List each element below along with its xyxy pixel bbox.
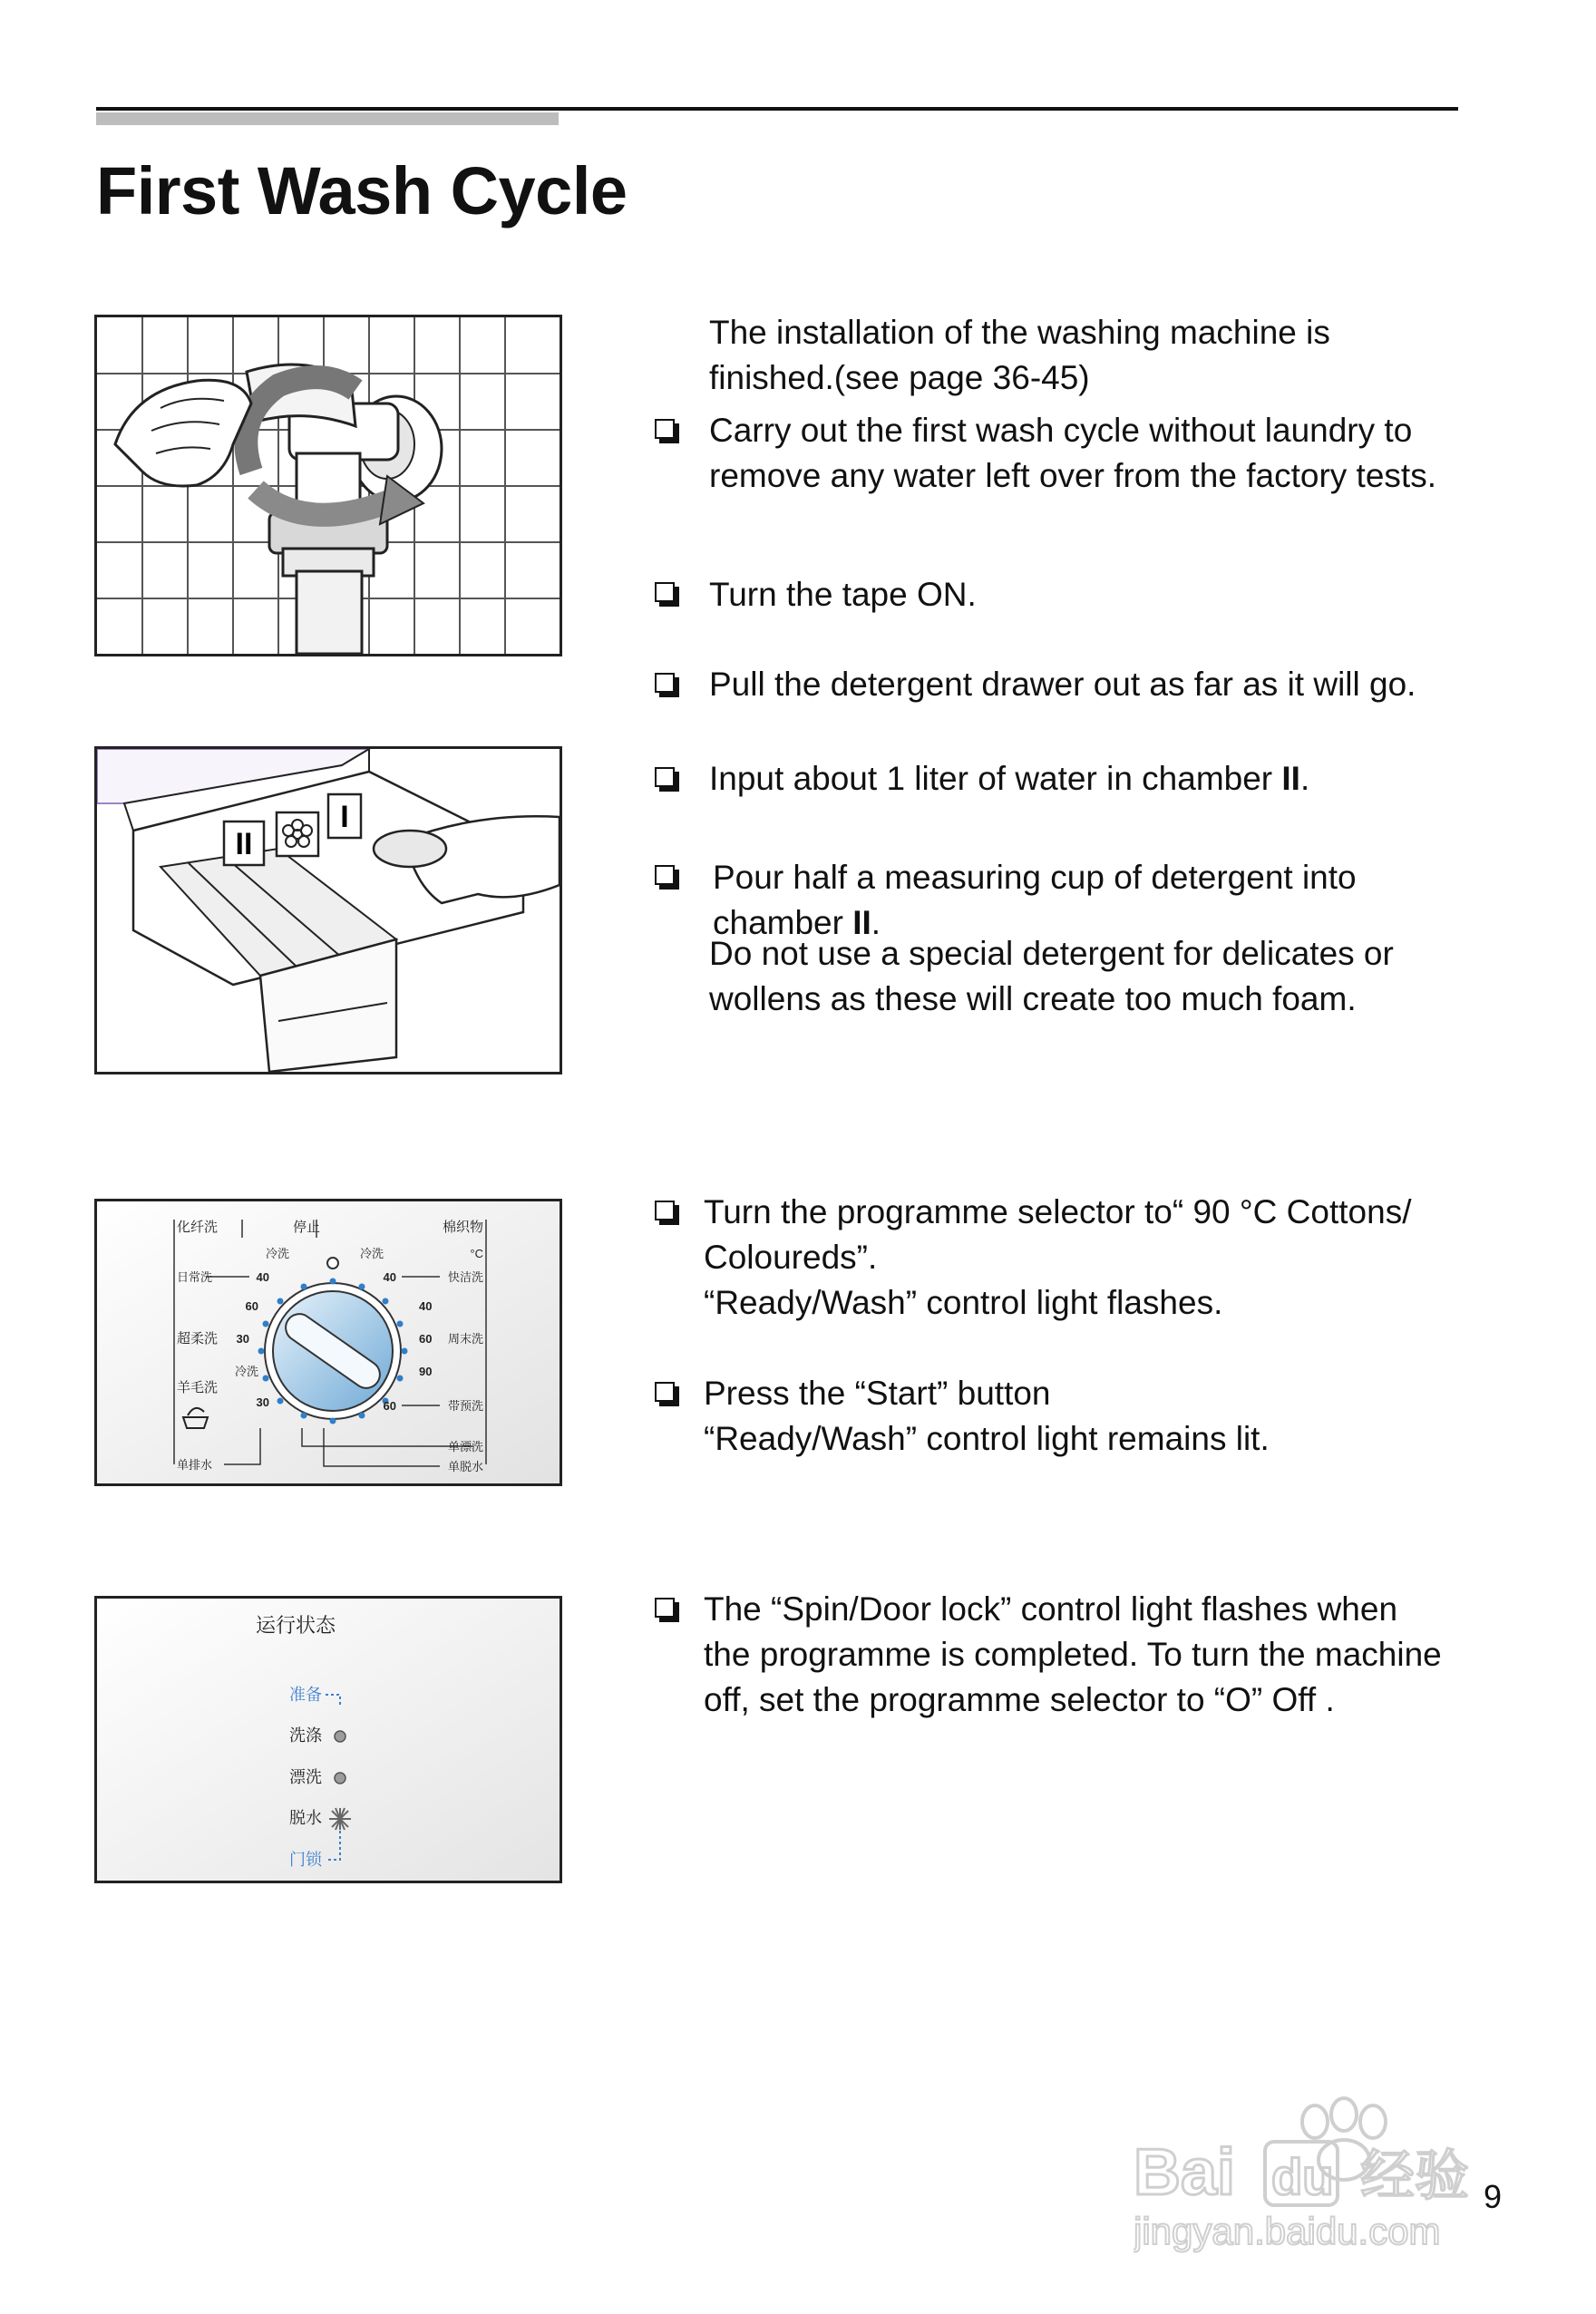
measuring-cup: [374, 831, 446, 867]
chamber-ref: II: [852, 904, 871, 941]
step-spin-line2: the programme is completed. To turn the machine: [704, 1636, 1442, 1673]
step-first-wash: Carry out the first wash cycle without laundry to remove any water left over from the factory tests.: [709, 412, 1436, 494]
label-30-left: 30: [236, 1332, 249, 1346]
label-cotton: 棉织物: [442, 1220, 483, 1235]
checkbox-icon: [655, 865, 682, 892]
chamber-1-label: I: [340, 800, 349, 834]
label-40-right: 40: [383, 1270, 396, 1284]
step-programme-line2: Coloureds”.: [704, 1239, 878, 1276]
label-wool: 羊毛洗: [177, 1380, 219, 1395]
step-press-start-line2: “Ready/Wash” control light remains lit.: [704, 1420, 1270, 1457]
intro-text: The installation of the washing machine is finished.(see page 36-45): [709, 314, 1330, 396]
page-title: First Wash Cycle: [96, 153, 628, 228]
label-daily: 日常洗: [177, 1270, 213, 1284]
wash-light: [335, 1731, 345, 1742]
detergent-note: Do not use a special detergent for delicates or wollens as these will create too much foam.: [709, 935, 1394, 1017]
status-door-lock: 门锁: [289, 1851, 322, 1869]
step-spin-line1: The “Spin/Door lock” control light flashes when: [704, 1590, 1398, 1628]
label-60-bottom: 60: [383, 1399, 396, 1413]
step-spin-line3: off, set the programme selector to “O” Off .: [704, 1681, 1335, 1718]
status-rinse: 漂洗: [289, 1768, 322, 1786]
label-drain-only: 单排水: [177, 1458, 213, 1472]
rinse-light: [335, 1773, 345, 1784]
header-grey-bar: [96, 112, 559, 125]
selector-panel: [97, 1201, 560, 1483]
label-60-right: 60: [419, 1332, 433, 1346]
step-programme-line1: Turn the programme selector to“ 90 °C Cottons/: [704, 1193, 1412, 1230]
page-number: 9: [1484, 2178, 1503, 2215]
checkbox-icon: [655, 673, 682, 700]
chamber-ref: II: [1281, 760, 1300, 797]
checkbox-icon: [655, 582, 682, 609]
chamber-2-label: II: [235, 827, 253, 861]
label-cold-wool: 冷洗: [234, 1365, 258, 1378]
svg-text:du: du: [1271, 2148, 1334, 2205]
step-pull-drawer: Pull the detergent drawer out as far as it will go.: [709, 666, 1416, 703]
step-tap-on: Turn the tape ON.: [709, 576, 977, 613]
checkbox-icon: [655, 1201, 682, 1228]
drawer-drawing: [97, 749, 560, 1072]
status-wash: 洗涤: [289, 1726, 322, 1745]
label-celsius: °C: [470, 1247, 483, 1260]
step-input-water: [709, 756, 1525, 802]
checkbox-icon: [655, 1598, 682, 1625]
label-40-left: 40: [256, 1270, 269, 1284]
off-position-marker: [327, 1258, 338, 1269]
label-quick: 快洁洗: [447, 1270, 483, 1284]
label-40-b: 40: [419, 1299, 433, 1313]
detergent-drawer-illustration: [94, 746, 562, 1074]
step-input-water-text: Input about 1 liter of water in chamber: [709, 760, 1282, 797]
label-cold-left: 冷洗: [265, 1247, 289, 1260]
label-super-soft: 超柔洗: [177, 1331, 219, 1347]
label-stop: 停止: [292, 1220, 320, 1235]
baidu-watermark: [1134, 2076, 1514, 2258]
step-pour-detergent-text: Pour half a measuring cup of detergent into chamber: [713, 859, 1357, 941]
step-press-start-line1: Press the “Start” button: [704, 1375, 1051, 1412]
checkbox-icon: [655, 767, 682, 794]
spin-light-flashing-icon: [329, 1808, 351, 1830]
status-spin: 脱水: [289, 1809, 322, 1827]
checkbox-icon: [655, 419, 682, 446]
label-30-wool: 30: [256, 1395, 269, 1409]
step-programme-line3: “Ready/Wash” control light flashes.: [704, 1284, 1223, 1321]
tap-drawing: [97, 317, 560, 654]
label-rinse-only: 单漂洗: [447, 1440, 483, 1454]
label-cold-right: 冷洗: [360, 1247, 384, 1260]
step-spin-door-lock: [704, 1587, 1556, 1723]
label-60-left: 60: [245, 1299, 258, 1313]
status-ready: 准备: [289, 1686, 322, 1704]
label-huaxianxi: 化纤洗: [177, 1220, 219, 1235]
label-weekend: 周末洗: [447, 1332, 483, 1346]
step-programme-selector: [704, 1190, 1520, 1326]
checkbox-icon: [655, 1382, 682, 1409]
svg-text:jingyan.baidu.com: jingyan.baidu.com: [1134, 2210, 1441, 2252]
svg-text:经验: 经验: [1360, 2145, 1469, 2206]
step-pour-detergent-end: .: [871, 904, 881, 941]
baidu-watermark-logo: [1134, 2076, 1514, 2258]
status-panel-illustration: [94, 1596, 562, 1883]
status-panel: [97, 1599, 560, 1881]
header-rule: [96, 107, 1458, 111]
label-spin-only: 单脱水: [447, 1460, 483, 1473]
svg-text:Bai: Bai: [1134, 2136, 1236, 2209]
label-90: 90: [419, 1365, 433, 1378]
step-press-start: [704, 1371, 1520, 1462]
label-prewash: 带预洗: [447, 1399, 483, 1413]
tap-illustration: [94, 315, 562, 656]
step-input-water-end: .: [1299, 760, 1310, 797]
status-heading: 运行状态: [256, 1614, 336, 1637]
programme-selector-illustration: [94, 1199, 562, 1486]
